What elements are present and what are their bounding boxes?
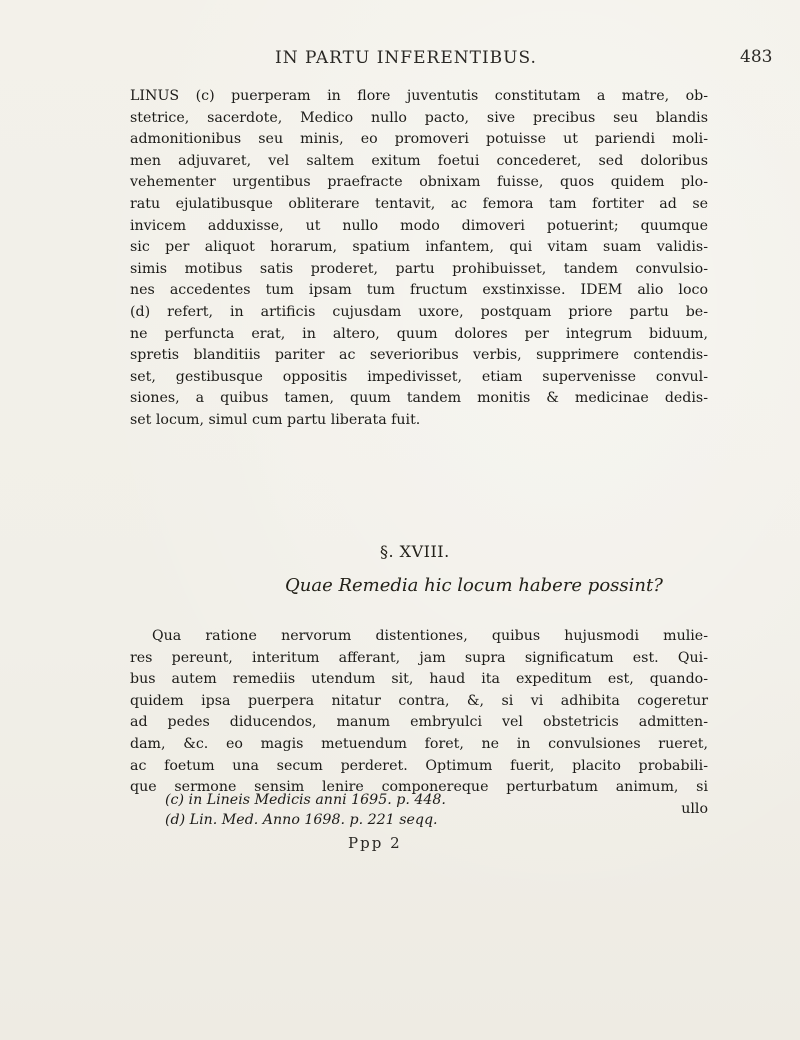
text-line: set, gestibusque oppositis impedivisset, etiam supervenisse convul- (130, 368, 708, 385)
text-line: bus autem remediis utendum sit, haud ita expeditum est, quando- (130, 671, 708, 688)
text-line: res pereunt, interitum afferant, jam supra significatum est. Qui- (130, 649, 708, 666)
text-line: ad pedes diducendos, manum embryulci vel obstetricis admitten- (130, 714, 708, 731)
text-line: (d) refert, in artificis cujusdam uxore, postquam priore partu be- (130, 303, 708, 320)
signature-mark: Ppp 2 (348, 834, 402, 852)
text-line: simis motibus satis proderet, partu prohibuisset, tandem convulsio- (130, 260, 708, 277)
text-line: ratu ejulatibusque obliterare tentavit, ac femora tam fortiter ad se (130, 195, 708, 212)
footnote-c: (c) in Lineis Medicis anni 1695. p. 448. (165, 792, 446, 808)
text-line: ne perfuncta erat, in altero, quum dolores per integrum biduum, (130, 325, 708, 342)
text-line: set locum, simul cum partu liberata fuit. (130, 411, 421, 428)
text-line: stetrice, sacerdote, Medico nullo pacto, sive precibus seu blandis (130, 109, 708, 126)
footnotes (165, 790, 705, 830)
text-line: ac foetum una secum perderet. Optimum fuerit, placito probabili- (130, 757, 708, 774)
section-title: Quae Remedia hic locum habere possint? (285, 575, 663, 596)
text-line: siones, a quibus tamen, quum tandem monitis & medicinae dedis- (130, 390, 708, 407)
running-head: IN PARTU INFERENTIBUS. (275, 48, 537, 68)
catchword: ullo (681, 800, 708, 817)
text-line: que sermone sensim lenire componereque perturbatum animum, si (130, 779, 708, 796)
text-line: nes accedentes tum ipsam tum fructum exstinxisse. IDEM alio loco (130, 282, 708, 299)
text-line: Qua ratione nervorum distentiones, quibus hujusmodi mulie- (152, 628, 708, 644)
text-line: admonitionibus seu minis, eo promoveri potuisse ut pariendi moli- (130, 131, 708, 148)
footnote-d: (d) Lin. Med. Anno 1698. p. 221 seqq. (165, 812, 438, 828)
text-line: men adjuvaret, vel saltem exitum foetui concederet, sed doloribus (130, 152, 708, 169)
text-line: quidem ipsa puerpera nitatur contra, &, si vi adhibita cogeretur (130, 692, 708, 709)
text-line: dam, &c. eo magis metuendum foret, ne in convulsiones rueret, (130, 735, 708, 752)
paragraph-linus (130, 86, 708, 432)
page-number: 483 (740, 47, 773, 67)
text-line: invicem adduxisse, ut nullo modo dimoveri potuerint; quumque (130, 217, 708, 234)
text-line: sic per aliquot horarum, spatium infantem, qui vitam suam validis- (130, 239, 708, 256)
section-number: §. XVIII. (380, 542, 450, 561)
text-line: LINUS (c) puerperam in flore juventutis constitutam a matre, ob- (130, 88, 708, 104)
text-line: spretis blanditiis pariter ac severioribus verbis, supprimere contendis- (130, 347, 708, 364)
text-line: vehementer urgentibus praefracte obnixam fuisse, quos quidem plo- (130, 174, 708, 191)
